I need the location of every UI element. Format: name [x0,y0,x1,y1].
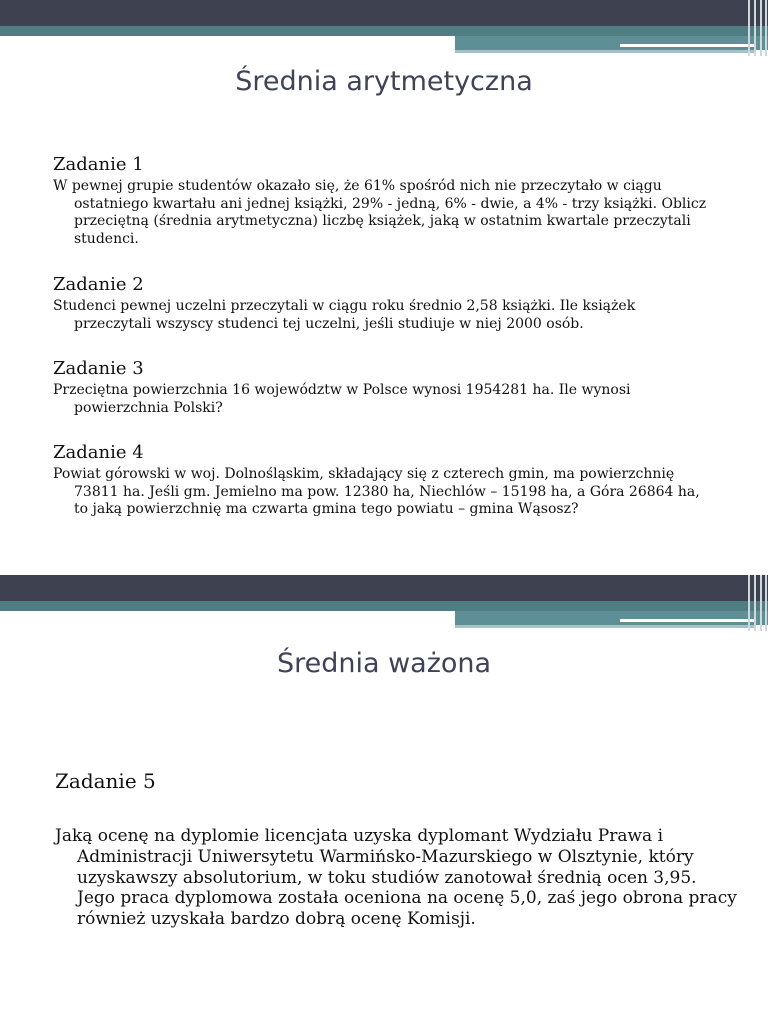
header-band-teal-light [455,611,768,625]
header-band-teal [0,601,768,611]
task-text: Przeciętna powierzchnia 16 województw w Polsce wynosi 1954281 ha. Ile wynosi powierzchnia Polski? [53,382,631,416]
task-heading: Zadanie 2 [53,274,144,295]
slide-title: Średnia arytmetyczna [235,66,533,97]
header-band-dark [0,575,768,601]
task-2 [53,274,713,333]
header-band-teal-light [455,36,768,50]
task-heading: Zadanie 3 [53,358,144,379]
header-band-dark [0,0,768,26]
header-band-line [455,625,755,628]
task-heading: Zadanie 1 [53,154,144,175]
task-text: Powiat górowski w woj. Dolnośląskim, składający się z czterech gmin, ma powierzchnię 73811 ha. Jeśli gm. Jemielno ma pow. 12380 ha, Niechlów – 15198 ha, a Góra 26864 ha, to jaką powierzchnię ma czwarta gmina tego powiatu – gmina Wąsosz? [53,466,700,517]
task-5-text: Jaką ocenę na dyplomie licencjata uzyska dyplomant Wydziału Prawa i Administracji Uniwersytetu Warmińsko-Mazurskiego w Olsztynie, który uzyskawszy absolutorium, w toku studiów zanotował średnią ocen 3,95. Jego praca dyplomowa została oceniona na ocenę 5,0, zaś jego obrona pracy również uzyskała bardzo dobrą ocenę Komisji. [55,826,737,930]
task-heading: Zadanie 5 [55,769,156,793]
task-5-heading-block [55,769,715,793]
header-vertical-stripes [742,575,768,631]
task-text: W pewnej grupie studentów okazało się, że 61% spośród nich nie przeczytało w ciągu ostatniego kwartału ani jednej książki, 29% - jedną, 6% - dwie, a 4% - trzy książki. Oblicz przeciętną (średnia arytmetyczna) liczbę książek, jaką w ostatnim kwartale przeczytali studenci. [53,178,707,247]
header-band-highlight [620,619,755,622]
header-band-teal [0,26,768,36]
task-text: Studenci pewnej uczelni przeczytali w ciągu roku średnio 2,58 książki. Ile książek przeczytali wszyscy studenci tej uczelni, jeśli studiuje w niej 2000 osób. [53,298,636,332]
task-3 [53,358,713,417]
task-1 [53,154,713,248]
task-heading: Zadanie 4 [53,442,144,463]
slide-srednia-wazona [0,575,768,1024]
task-4 [53,442,713,519]
header-band-line [455,50,755,53]
header-vertical-stripes [742,0,768,56]
header-band-highlight [620,44,755,47]
slide-title: Średnia ważona [276,648,492,679]
